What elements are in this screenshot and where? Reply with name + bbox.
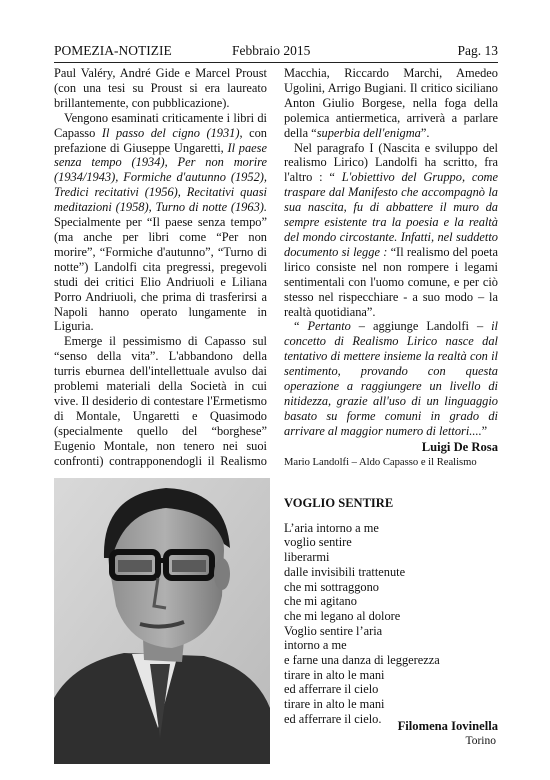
poem-line: ed afferrare il cielo bbox=[284, 682, 379, 697]
journal-name: POMEZIA-NOTIZIE bbox=[54, 43, 172, 58]
paragraph: Paul Valéry, André Gide e Marcel Proust (con una tesi su Proust si era laureato brillantemente, con pubblicazione). bbox=[54, 66, 267, 110]
poem-line: Voglio sentire l’aria bbox=[284, 623, 383, 638]
poem-line: tirare in alto le mani bbox=[284, 667, 385, 682]
poem-place: Torino bbox=[465, 735, 496, 747]
page-number: Pag. 13 bbox=[457, 43, 498, 58]
paragraph: Macchia, Riccardo Marchi, Amedeo Ugolini, Arrigo Bugiani. Il critico siciliano Anton Giulio Borgese, nella foga della polemica antiermetica, arriverà a parlare della “superbia dell'enigma”. bbox=[284, 66, 498, 140]
right-article-column bbox=[284, 66, 498, 468]
poem-line: dalle invisibili trattenute bbox=[284, 564, 406, 579]
issue-date: Febbraio 2015 bbox=[232, 43, 311, 58]
left-article-column bbox=[54, 66, 267, 468]
poem-block bbox=[284, 496, 498, 727]
poem-line: tirare in alto le mani bbox=[284, 697, 385, 712]
portrait-photo-icon bbox=[54, 478, 270, 764]
paragraph: Emerge il pessimismo di Capasso sul “senso della vita”. L'abbandono della turris eburnea dell'intellettuale avulso dai problemi materiali della Società in cui vive. Il desiderio di contestare l'Ermetismo di Montale, Ungaretti e Quasimodo (specialmente quello del “borghese” Eugenio Montale, non tenero nei suoi confronti) contrapponendogli il Realismo bbox=[54, 334, 267, 468]
book-credits: Mario Landolfi – Aldo Capasso e il Realismo bbox=[284, 456, 477, 468]
poem-author: Filomena Iovinella bbox=[397, 719, 498, 733]
paragraph: Nel paragrafo I (Nascita e sviluppo del realismo Lirico) Landolfi ha scritto, fra l'altro : “ L'obiettivo del Gruppo, come traspare dal Manifesto che accompagnò la sua nascita, fu di abbattere il muro da sempre esistente tra la poesia e la realtà del mondo circostante. Infatti, nel suddetto documento si legge : “Il realismo del poeta lirico consiste nel non rompere i legami sentimentali con l'uomo comune, e per ciò stesso nel rispecchiare - a suo modo – la realtà quotidiana”. bbox=[284, 140, 498, 319]
page-header bbox=[54, 43, 498, 61]
poem-line: e farne una danza di leggerezza bbox=[284, 653, 440, 668]
poem-title: VOGLIO SENTIRE bbox=[284, 496, 394, 510]
poem-line: L’aria intorno a me bbox=[284, 520, 379, 535]
paragraph: Vengono esaminati criticamente i libri di Capasso Il passo del cigno (1931), con prefazione di Giuseppe Ungaretti, Il paese senza tempo (1934), Per non morire (1934/1943), Formiche d'autunno (1952), Tredici recitativi (1956), Recitativi quasi meditazioni (1958), Turno di notte (1963). Specialmente per “Il paese senza tempo” (ma anche per libri come “Per non morire”, “Formiche d'autunno”, “Turno di notte”) Landolfi cita pregressi, pregevoli studi dei critici Elio Andriuoli e Liliana Porro Andriuoli, che prima di trasferirsi a Napoli hanno operato lungamente in Liguria. bbox=[54, 110, 267, 334]
poem-line: ed afferrare il cielo. bbox=[284, 711, 382, 726]
header-rule bbox=[54, 62, 498, 63]
paragraph: “ Pertanto – aggiunge Landolfi – il concetto di Realismo Lirico nasce dal tentativo di mettere insieme la realtà con il sentimento, provando con questa operazione a raggiungere un livello di nitidezza, grazie all'uso di un linguaggio basato su forme comuni in grado di arrivare al maggior numero di lettori....” bbox=[284, 319, 498, 438]
poem-line: che mi legano al dolore bbox=[284, 608, 401, 623]
poem-line: che mi agitano bbox=[284, 594, 357, 609]
poem-line: intorno a me bbox=[284, 638, 347, 653]
poem-line: liberarmi bbox=[284, 550, 330, 565]
poem-line: voglio sentire bbox=[284, 535, 352, 550]
poem-line: che mi sottraggono bbox=[284, 579, 379, 594]
article-signature: Luigi De Rosa bbox=[421, 439, 498, 454]
